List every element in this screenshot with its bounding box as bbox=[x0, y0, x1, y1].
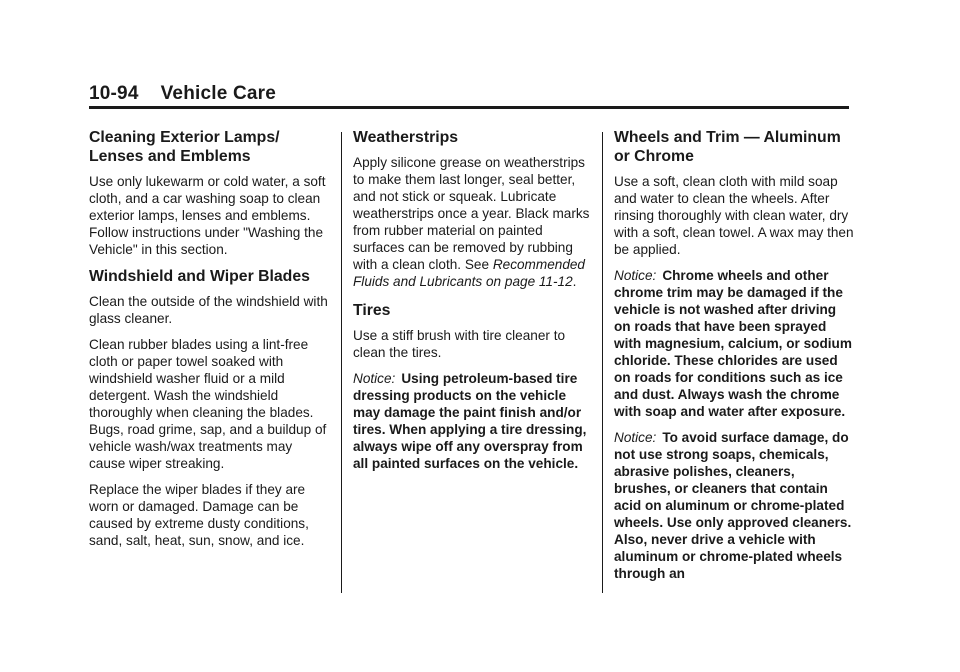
weatherstrips-text: Apply silicone grease on weatherstrips to make them last longer, seal better, and not stick or squeak. Lubricate weatherstrips once a year. Black marks from rubber material on painted surfaces can be removed by rubbing with a clean cloth. See bbox=[353, 155, 590, 272]
column-1 bbox=[89, 128, 330, 558]
notice-chrome-text: Chrome wheels and other chrome trim may be damaged if the vehicle is not washed after driving on roads that have been sprayed with magnesium, calcium, or sodium chloride. These chlorides are used on roads for conditions such as ice and dust. Always wash the chrome with soap and water after exposure. bbox=[614, 268, 852, 419]
page-header-title bbox=[89, 83, 276, 104]
weatherstrips-period: . bbox=[572, 274, 577, 289]
heading-weatherstrips: Weatherstrips bbox=[353, 129, 459, 146]
lubricants-reference-link[interactable]: Recommended Fluids and Lubricants on page 11-12 bbox=[353, 257, 585, 289]
notice-label: Notice: bbox=[614, 430, 657, 445]
heading-wheels-and-trim: Wheels and Trim — Aluminum or Chrome bbox=[614, 129, 841, 165]
header-rule bbox=[89, 106, 849, 109]
paragraph-weatherstrips bbox=[353, 154, 594, 290]
column-2 bbox=[353, 128, 594, 481]
heading-tires: Tires bbox=[353, 302, 391, 319]
heading-cleaning-exterior-lamps: Cleaning Exterior Lamps/ Lenses and Emblems bbox=[89, 129, 280, 165]
notice-tires-text: Using petroleum-based tire dressing products on the vehicle may damage the paint finish and/or tires. When applying a tire dressing, always wipe off any overspray from all painted surfaces on the vehicle. bbox=[353, 371, 587, 471]
paragraph-replace-blades: Replace the wiper blades if they are worn or damaged. Damage can be caused by extreme dusty conditions, sand, salt, heat, sun, snow, and ice. bbox=[89, 482, 309, 548]
page-number: 10-94 bbox=[89, 83, 139, 104]
notice-tires bbox=[353, 370, 594, 472]
column-divider-2 bbox=[602, 132, 603, 593]
notice-surface-text: To avoid surface damage, do not use strong soaps, chemicals, abrasive polishes, cleaners, brushes, or cleaners that contain acid on aluminum or chrome-plated wheels. Use only approved cleaners. Also, never drive a vehicle with aluminum or chrome-plated wheels through an bbox=[614, 430, 852, 581]
paragraph-wiper-blades: Clean rubber blades using a lint-free cloth or paper towel soaked with windshield washer fluid or a mild detergent. Wash the windshield thoroughly when cleaning the blades. Bugs, road grime, sap, and a buildup of vehicle wash/wax treatments may cause wiper streaking. bbox=[89, 337, 327, 471]
paragraph-tires: Use a stiff brush with tire cleaner to clean the tires. bbox=[353, 328, 566, 360]
paragraph-windshield: Clean the outside of the windshield with glass cleaner. bbox=[89, 294, 328, 326]
page-header bbox=[89, 83, 849, 105]
paragraph-lamps: Use only lukewarm or cold water, a soft cloth, and a car washing soap to clean exterior lamps, lenses and emblems. Follow instructions under "Washing the Vehicle" in this section. bbox=[89, 174, 326, 257]
column-3 bbox=[614, 128, 855, 591]
heading-windshield-wiper-blades: Windshield and Wiper Blades bbox=[89, 268, 310, 285]
notice-label: Notice: bbox=[614, 268, 657, 283]
notice-surface-damage bbox=[614, 429, 855, 582]
paragraph-wheels: Use a soft, clean cloth with mild soap and water to clean the wheels. After rinsing thoroughly with clean water, dry with a soft, clean towel. A wax may then be applied. bbox=[614, 174, 854, 257]
notice-label: Notice: bbox=[353, 371, 396, 386]
column-divider-1 bbox=[341, 132, 342, 593]
notice-chrome-damage bbox=[614, 267, 855, 420]
section-title: Vehicle Care bbox=[160, 83, 277, 104]
